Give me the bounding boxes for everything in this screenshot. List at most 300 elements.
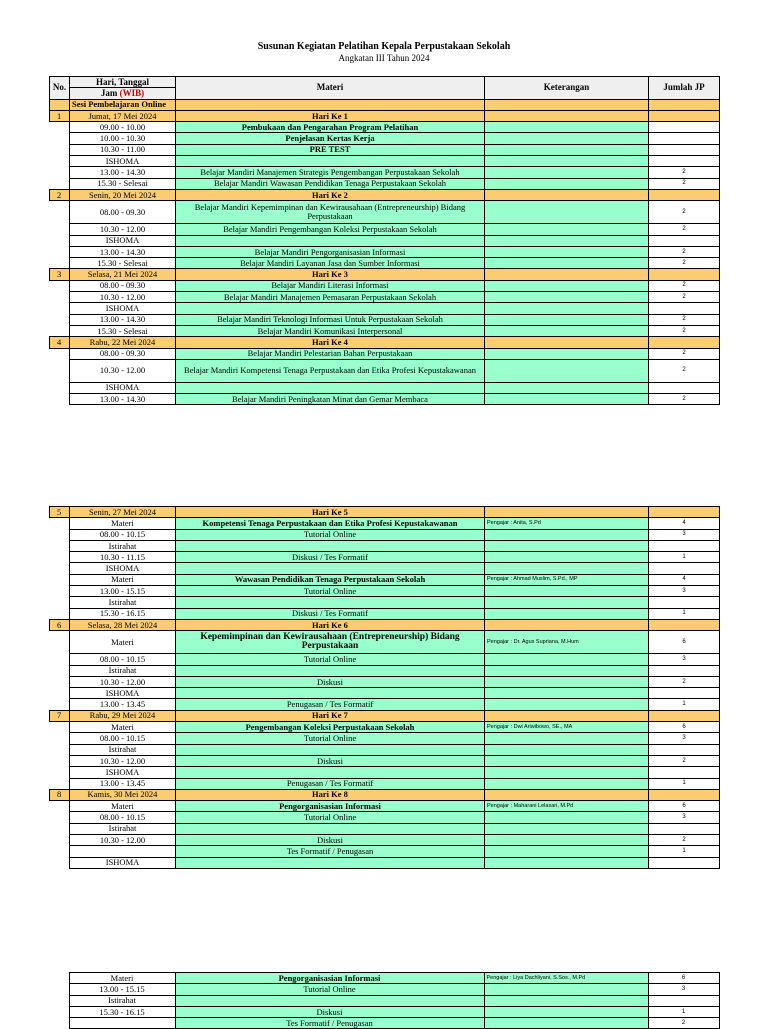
row-number-cell: [50, 156, 70, 167]
schedule-row: [50, 292, 720, 303]
time-cell: 13.00 - 15.15: [69, 984, 175, 995]
row-number-cell: [50, 755, 70, 766]
keterangan-cell: [485, 744, 649, 755]
schedule-row: [50, 280, 720, 291]
day-label: Hari Ke 7: [176, 710, 485, 721]
keterangan-cell: [485, 755, 649, 766]
materi-cell: Kepemimpinan dan Kewirausahaan (Entrepreneurship) Bidang Perpustakaan: [176, 631, 485, 654]
day-number: 3: [50, 269, 70, 280]
day-header-row: [50, 269, 720, 280]
keterangan-cell: [485, 789, 649, 800]
jp-cell: 2: [649, 755, 720, 766]
materi-cell: Belajar Mandiri Manajemen Pemasaran Perpustakaan Sekolah: [176, 292, 485, 303]
row-number-cell: [50, 733, 70, 744]
keterangan-cell: [485, 823, 649, 834]
time-cell: 08.00 - 09.30: [70, 201, 176, 224]
schedule-row: [50, 676, 720, 687]
time-cell: 10.30 - 12.00: [70, 755, 176, 766]
keterangan-cell: [485, 394, 649, 405]
keterangan-cell: Pengajar : Anita, S.Pd: [485, 518, 649, 529]
page-subtitle: Angkatan III Tahun 2024: [338, 53, 430, 63]
time-cell: 08.00 - 09.30: [70, 348, 176, 359]
time-cell: Materi: [69, 973, 175, 984]
day-number: 7: [50, 710, 70, 721]
schedule-row: [50, 665, 720, 676]
row-number-cell: [50, 359, 70, 382]
time-cell: 13.00 - 13.45: [70, 778, 176, 789]
row-number-cell: [49, 1018, 69, 1029]
jp-cell: 6: [649, 631, 720, 654]
keterangan-cell: [485, 529, 649, 540]
schedule-row: [50, 156, 720, 167]
row-number-cell: [50, 292, 70, 303]
materi-cell: [176, 767, 485, 778]
time-cell: ISHOMA: [70, 767, 176, 778]
keterangan-cell: [485, 654, 649, 665]
keterangan-cell: [485, 710, 649, 721]
row-number-cell: [50, 224, 70, 235]
day-date: Selasa, 28 Mei 2024: [70, 619, 176, 630]
jp-cell: [649, 540, 720, 551]
time-cell: Istirahat: [70, 744, 176, 755]
jp-cell: 3: [648, 984, 719, 995]
jp-cell: 2: [649, 835, 720, 846]
schedule-row: [50, 529, 720, 540]
jp-cell: [649, 337, 720, 348]
materi-cell: Tes Formatif / Penugasan: [175, 1018, 484, 1029]
row-number-cell: [50, 823, 70, 834]
day-number: 6: [50, 619, 70, 630]
time-cell: Materi: [70, 518, 176, 529]
materi-cell: Belajar Mandiri Kompetensi Tenaga Perpustakaan dan Etika Profesi Kepustakawanan: [176, 359, 485, 382]
jp-cell: [649, 382, 720, 393]
time-cell: 13.00 - 14.30: [70, 314, 176, 325]
schedule-row: [50, 382, 720, 393]
header-jam: Jam (WIB): [70, 88, 176, 99]
schedule-row: [50, 801, 720, 812]
schedule-row: [50, 394, 720, 405]
time-cell: Istirahat: [70, 665, 176, 676]
jp-cell: 2: [649, 359, 720, 382]
jp-cell: [649, 144, 720, 155]
row-number-cell: [50, 574, 70, 585]
keterangan-cell: [485, 156, 649, 167]
day-date: Kamis, 30 Mei 2024: [70, 789, 176, 800]
row-number-cell: [50, 325, 70, 336]
day-label: Hari Ke 1: [176, 110, 485, 121]
row-number-cell: [50, 722, 70, 733]
keterangan-cell: [485, 178, 649, 189]
keterangan-cell: [485, 857, 649, 868]
row-number-cell: [50, 699, 70, 710]
schedule-row: [50, 597, 720, 608]
jp-cell: 2: [649, 676, 720, 687]
day-label: Hari Ke 2: [176, 189, 485, 200]
time-cell: 15.30 - Selesai: [70, 325, 176, 336]
row-number-cell: [50, 178, 70, 189]
time-cell: 08.00 - 10.15: [70, 812, 176, 823]
header-wib: (WIB): [119, 87, 145, 98]
page-title: Susunan Kegiatan Pelatihan Kepala Perpustakaan Sekolah: [257, 41, 511, 52]
row-number-cell: [50, 654, 70, 665]
row-number-cell: [50, 744, 70, 755]
time-cell: 09.00 - 10.00: [70, 122, 176, 133]
row-number-cell: [50, 235, 70, 246]
row-number-cell: [50, 835, 70, 846]
keterangan-cell: [485, 846, 649, 857]
day-header-row: [50, 789, 720, 800]
materi-cell: [176, 597, 485, 608]
materi-cell: Belajar Mandiri Manajemen Strategis Pengembangan Perpustakaan Sekolah: [176, 167, 485, 178]
keterangan-cell: Pengajar : Ahmad Muslim, S.Pd., MP: [485, 574, 649, 585]
time-cell: 13.00 - 15.15: [70, 586, 176, 597]
keterangan-cell: [485, 688, 649, 699]
schedule-row: [50, 699, 720, 710]
schedule-row: [50, 348, 720, 359]
jp-cell: 3: [649, 586, 720, 597]
time-cell: 10.00 - 10.30: [70, 133, 176, 144]
row-number-cell: [50, 608, 70, 619]
row-number-cell: [50, 563, 70, 574]
materi-cell: Pembukaan dan Pengarahan Program Pelatihan: [176, 122, 485, 133]
schedule-row: [50, 552, 720, 563]
keterangan-cell: [485, 269, 649, 280]
jp-cell: [649, 269, 720, 280]
materi-cell: Pengorganisasian Informasi: [176, 801, 485, 812]
schedule-row: [50, 835, 720, 846]
day-date: Rabu, 22 Mei 2024: [70, 337, 176, 348]
header-hari: Hari, Tanggal: [70, 77, 176, 88]
materi-cell: [176, 382, 485, 393]
time-cell: 15.30 - Selesai: [70, 258, 176, 269]
row-number-cell: [50, 394, 70, 405]
day-label: Hari Ke 3: [176, 269, 485, 280]
keterangan-cell: [485, 552, 649, 563]
day-header-row: [50, 710, 720, 721]
schedule-row: [50, 608, 720, 619]
schedule-row: [50, 755, 720, 766]
jp-cell: [649, 767, 720, 778]
row-number-cell: [50, 665, 70, 676]
day-number: 8: [50, 789, 70, 800]
schedule-row: [50, 654, 720, 665]
keterangan-cell: [485, 812, 649, 823]
row-number-cell: [50, 314, 70, 325]
keterangan-cell: [485, 676, 649, 687]
row-number-cell: [50, 778, 70, 789]
jp-cell: [649, 303, 720, 314]
materi-cell: [176, 156, 485, 167]
row-number-cell: [50, 586, 70, 597]
day-label: Hari Ke 6: [176, 619, 485, 630]
row-number-cell: [50, 280, 70, 291]
jp-cell: [649, 789, 720, 800]
time-cell: Materi: [70, 801, 176, 812]
schedule-row: [49, 984, 719, 995]
jp-cell: [649, 665, 720, 676]
jp-cell: 2: [649, 178, 720, 189]
jp-cell: 3: [649, 812, 720, 823]
jp-cell: 2: [648, 1018, 719, 1029]
keterangan-cell: [485, 733, 649, 744]
materi-cell: Pengembangan Koleksi Perpustakaan Sekolah: [176, 722, 485, 733]
schedule-row: [50, 767, 720, 778]
materi-cell: [176, 688, 485, 699]
materi-cell: Tutorial Online: [176, 529, 485, 540]
jp-cell: [649, 133, 720, 144]
jp-cell: 1: [649, 699, 720, 710]
row-number-cell: [50, 597, 70, 608]
jp-cell: 2: [649, 246, 720, 257]
schedule-row: [50, 823, 720, 834]
materi-cell: Kompetensi Tenaga Perpustakaan dan Etika Profesi Kepustakawanan: [176, 518, 485, 529]
row-number-cell: [50, 631, 70, 654]
keterangan-cell: [485, 280, 649, 291]
jp-cell: 1: [649, 846, 720, 857]
materi-cell: Belajar Mandiri Peningkatan Minat dan Gemar Membaca: [176, 394, 485, 405]
materi-cell: Belajar Mandiri Pelestarian Bahan Perpustakaan: [176, 348, 485, 359]
materi-cell: Penugasan / Tes Formatif: [176, 699, 485, 710]
jp-cell: 2: [649, 314, 720, 325]
row-number-cell: [50, 348, 70, 359]
time-cell: Istirahat: [70, 540, 176, 551]
row-number-cell: [50, 382, 70, 393]
schedule-row: [50, 631, 720, 654]
jp-cell: [649, 156, 720, 167]
schedule-row: [50, 167, 720, 178]
row-number-cell: [50, 201, 70, 224]
jp-cell: 2: [649, 394, 720, 405]
row-number-cell: [50, 122, 70, 133]
keterangan-cell: [485, 314, 649, 325]
jp-cell: [649, 710, 720, 721]
time-cell: 15.30 - 16.15: [69, 1006, 175, 1017]
materi-cell: Diskusi / Tes Formatif: [176, 608, 485, 619]
materi-cell: Diskusi: [176, 835, 485, 846]
keterangan-cell: [485, 224, 649, 235]
keterangan-cell: [485, 699, 649, 710]
schedule-row: [49, 995, 719, 1006]
keterangan-cell: [485, 110, 649, 121]
jp-cell: [649, 857, 720, 868]
row-number-cell: [50, 801, 70, 812]
materi-cell: Belajar Mandiri Wawasan Pendidikan Tenaga Perpustakaan Sekolah: [176, 178, 485, 189]
time-cell: 08.00 - 10.15: [70, 654, 176, 665]
materi-cell: [176, 823, 485, 834]
materi-cell: [176, 563, 485, 574]
time-cell: 10.30 - 12.00: [70, 224, 176, 235]
jp-cell: 2: [649, 224, 720, 235]
time-cell: ISHOMA: [70, 857, 176, 868]
schedule-row: [50, 857, 720, 868]
time-cell: ISHOMA: [70, 156, 176, 167]
jp-cell: 1: [649, 778, 720, 789]
day-label: Hari Ke 4: [176, 337, 485, 348]
row-number-cell: [50, 846, 70, 857]
row-number-cell: [50, 246, 70, 257]
jp-cell: [649, 507, 720, 518]
schedule-row: [50, 325, 720, 336]
materi-cell: Belajar Mandiri Literasi Informasi: [176, 280, 485, 291]
jp-cell: [649, 597, 720, 608]
jp-cell: [649, 563, 720, 574]
day-number: 1: [50, 110, 70, 121]
time-cell: 15.30 - Selesai: [70, 178, 176, 189]
materi-cell: Diskusi / Tes Formatif: [176, 552, 485, 563]
schedule-row: [50, 688, 720, 699]
jp-cell: [649, 823, 720, 834]
time-cell: [69, 1018, 175, 1029]
time-cell: 08.00 - 10.15: [70, 529, 176, 540]
jp-cell: 2: [649, 167, 720, 178]
day-label: Hari Ke 5: [176, 507, 485, 518]
jp-cell: 2: [649, 292, 720, 303]
schedule-row: [49, 1006, 719, 1017]
schedule-row: [50, 359, 720, 382]
keterangan-cell: [485, 597, 649, 608]
jp-cell: 2: [649, 280, 720, 291]
time-cell: Materi: [70, 722, 176, 733]
time-cell: Istirahat: [70, 597, 176, 608]
day-header-row: [50, 507, 720, 518]
schedule-row: [50, 540, 720, 551]
time-cell: ISHOMA: [70, 382, 176, 393]
row-number-cell: [50, 303, 70, 314]
time-cell: 10.30 - 12.00: [70, 359, 176, 382]
schedule-row: [50, 812, 720, 823]
materi-cell: Tutorial Online: [176, 733, 485, 744]
materi-cell: Wawasan Pendidikan Tenaga Perpustakaan Sekolah: [176, 574, 485, 585]
day-label: Hari Ke 8: [176, 789, 485, 800]
jp-cell: 2: [649, 348, 720, 359]
jp-cell: 2: [649, 201, 720, 224]
materi-cell: Tes Formatif / Penugasan: [176, 846, 485, 857]
schedule-row: [50, 574, 720, 585]
keterangan-cell: Pengajar : Maharani Lelasari, M.Pd: [485, 801, 649, 812]
materi-cell: PRE TEST: [176, 144, 485, 155]
jp-cell: [649, 189, 720, 200]
materi-cell: Belajar Mandiri Layanan Jasa dan Sumber Informasi: [176, 258, 485, 269]
header-jp: Jumlah JP: [649, 77, 720, 100]
day-number: 5: [50, 507, 70, 518]
schedule-row: [50, 778, 720, 789]
time-cell: 13.00 - 13.45: [70, 699, 176, 710]
day-header-row: [50, 337, 720, 348]
jp-cell: 3: [649, 529, 720, 540]
row-number-cell: [50, 552, 70, 563]
keterangan-cell: Pengajar : Liya Dachliyani, S.Sos., M.Pd: [484, 973, 648, 984]
row-number-cell: [49, 984, 69, 995]
schedule-row: [50, 563, 720, 574]
schedule-row: [50, 133, 720, 144]
jp-cell: 4: [649, 518, 720, 529]
schedule-row: [50, 258, 720, 269]
row-number-cell: [49, 1006, 69, 1017]
schedule-row: [50, 722, 720, 733]
time-cell: 15.30 - 16.15: [70, 608, 176, 619]
jp-cell: [649, 235, 720, 246]
keterangan-cell: Pengajar : Dr. Agus Supriana, M.Hum: [485, 631, 649, 654]
day-date: Senin, 20 Mei 2024: [70, 189, 176, 200]
schedule-row: [50, 846, 720, 857]
time-cell: 10.30 - 12.00: [70, 835, 176, 846]
jp-cell: [649, 688, 720, 699]
row-number-cell: [50, 529, 70, 540]
row-number-cell: [49, 973, 69, 984]
materi-cell: [175, 995, 484, 1006]
row-number-cell: [50, 676, 70, 687]
keterangan-cell: [484, 1006, 648, 1017]
keterangan-cell: [485, 619, 649, 630]
materi-cell: Tutorial Online: [176, 586, 485, 597]
materi-cell: Diskusi: [176, 755, 485, 766]
time-cell: 10.30 - 11.00: [70, 144, 176, 155]
materi-cell: [176, 744, 485, 755]
keterangan-cell: [485, 665, 649, 676]
schedule-row: [50, 178, 720, 189]
materi-cell: [176, 303, 485, 314]
time-cell: ISHOMA: [70, 688, 176, 699]
jp-cell: 3: [649, 733, 720, 744]
keterangan-cell: [485, 586, 649, 597]
jp-cell: 4: [649, 574, 720, 585]
keterangan-cell: [485, 608, 649, 619]
day-date: Senin, 27 Mei 2024: [70, 507, 176, 518]
time-cell: 13.00 - 14.30: [70, 246, 176, 257]
keterangan-cell: [485, 122, 649, 133]
day-date: Jumat, 17 Mei 2024: [70, 110, 176, 121]
materi-cell: Penjelasan Kertas Kerja: [176, 133, 485, 144]
time-cell: ISHOMA: [70, 303, 176, 314]
time-cell: Materi: [70, 631, 176, 654]
materi-cell: Penugasan / Tes Formatif: [176, 778, 485, 789]
session-row: [50, 99, 720, 110]
table-header: [50, 77, 720, 88]
jp-cell: 1: [648, 1006, 719, 1017]
row-number-cell: [50, 144, 70, 155]
keterangan-cell: [485, 337, 649, 348]
keterangan-cell: [485, 563, 649, 574]
row-number-cell: [49, 995, 69, 1006]
row-number-cell: [50, 688, 70, 699]
jp-cell: 1: [649, 552, 720, 563]
day-number: 4: [50, 337, 70, 348]
schedule-row: [49, 973, 719, 984]
time-cell: Istirahat: [70, 823, 176, 834]
jp-cell: [649, 122, 720, 133]
schedule-row: [49, 1018, 719, 1029]
schedule-row: [50, 201, 720, 224]
schedule-row: [50, 303, 720, 314]
keterangan-cell: [485, 359, 649, 382]
row-number-cell: [50, 167, 70, 178]
jp-cell: [649, 619, 720, 630]
keterangan-cell: [485, 382, 649, 393]
keterangan-cell: [485, 235, 649, 246]
jp-cell: [648, 995, 719, 1006]
keterangan-cell: [485, 189, 649, 200]
jp-cell: 3: [649, 654, 720, 665]
keterangan-cell: [485, 778, 649, 789]
time-cell: ISHOMA: [70, 235, 176, 246]
keterangan-cell: [485, 767, 649, 778]
keterangan-cell: [485, 303, 649, 314]
schedule-row: [50, 586, 720, 597]
time-cell: 08.00 - 10.15: [70, 733, 176, 744]
keterangan-cell: [485, 292, 649, 303]
time-cell: 13.00 - 14.30: [70, 394, 176, 405]
materi-cell: Belajar Mandiri Pengembangan Koleksi Perpustakaan Sekolah: [176, 224, 485, 235]
